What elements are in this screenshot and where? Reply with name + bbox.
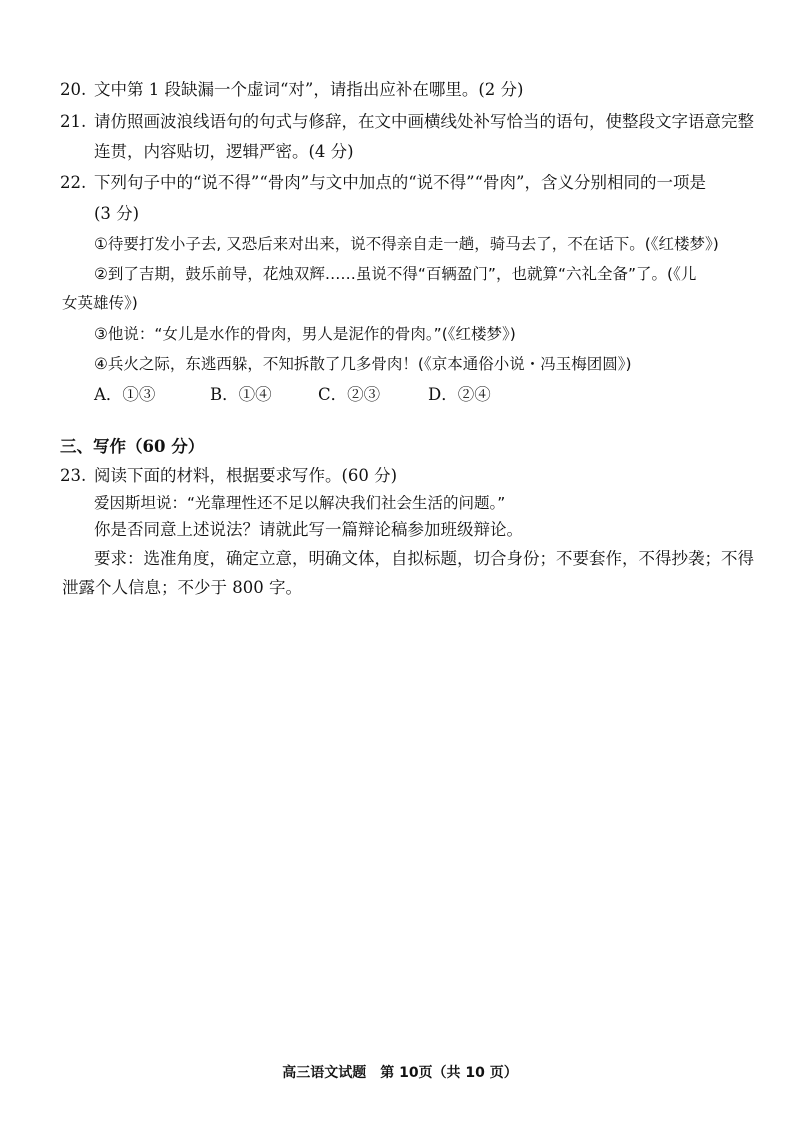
option-a: A．①③ (94, 385, 156, 404)
writing-prompt (94, 520, 523, 540)
question-score: (3 分) (94, 204, 140, 223)
question-text: 下列句子中的“说不得”“骨肉”与文中加点的“说不得”“骨肉”，含义分别相同的一项是 (94, 173, 706, 192)
question-22 (60, 173, 706, 193)
option-b: B．①④ (210, 385, 272, 404)
question-21 (60, 112, 754, 132)
sentence-text: ①待要打发小子去, 又恐后来对出来，说不得亲自走一趟，骑马去了，不在话下。(《红楼梦》) (94, 235, 719, 253)
question-number: 22. (60, 173, 87, 192)
question-number: 20. (60, 80, 87, 99)
sentence-text: ②到了吉期，鼓乐前导，花烛双辉……虽说不得“百辆盈门”，也就算“六礼全备”了。(《儿 (94, 265, 697, 283)
question-20 (60, 80, 523, 100)
sentence-text: ④兵火之际，东逃西躲，不知拆散了几多骨肉！(《京本通俗小说・冯玉梅团圆》) (94, 355, 632, 373)
requirements-text: 泄露个人信息；不少于 800 字。 (62, 578, 302, 597)
sentence-item-2-cont (62, 293, 138, 313)
option-c: C．②③ (318, 385, 381, 404)
question-21-cont (94, 142, 354, 162)
question-text: 阅读下面的材料，根据要求写作。(60 分) (94, 466, 398, 485)
sentence-text: 女英雄传》) (62, 294, 138, 312)
quote-text: 爱因斯坦说：“光靠理性还不足以解决我们社会生活的问题。” (94, 494, 506, 512)
question-text: 文中第 1 段缺漏一个虚词“对”，请指出应补在哪里。(2 分) (94, 80, 524, 99)
writing-requirements-cont (62, 578, 302, 598)
question-text: 请仿照画波浪线语句的句式与修辞，在文中画横线处补写恰当的语句，使整段文字语意完整 (94, 112, 754, 131)
question-number: 23. (60, 466, 87, 485)
sentence-item-3 (94, 324, 516, 344)
prompt-text: 你是否同意上述说法？请就此写一篇辩论稿参加班级辩论。 (94, 520, 523, 539)
sentence-item-1 (94, 234, 719, 254)
page-footer: 高三语文试题 第 10页（共 10 页） (282, 1065, 518, 1081)
question-22-score (94, 204, 139, 224)
writing-requirements (94, 549, 754, 569)
sentence-item-4 (94, 354, 632, 374)
section-title: 三、写作（60 分） (60, 437, 205, 456)
question-23 (60, 466, 397, 486)
material-quote (94, 493, 505, 513)
question-text: 连贯，内容贴切，逻辑严密。(4 分) (94, 142, 354, 161)
sentence-item-2 (94, 264, 696, 284)
sentence-text: ③他说：“女儿是水作的骨肉，男人是泥作的骨肉。”(《红楼梦》) (94, 325, 516, 343)
question-number: 21. (60, 112, 87, 131)
option-d: D．②④ (428, 385, 491, 404)
requirements-text: 要求：选准角度，确定立意，明确文体，自拟标题，切合身份；不要套作，不得抄袭；不得 (94, 549, 754, 568)
